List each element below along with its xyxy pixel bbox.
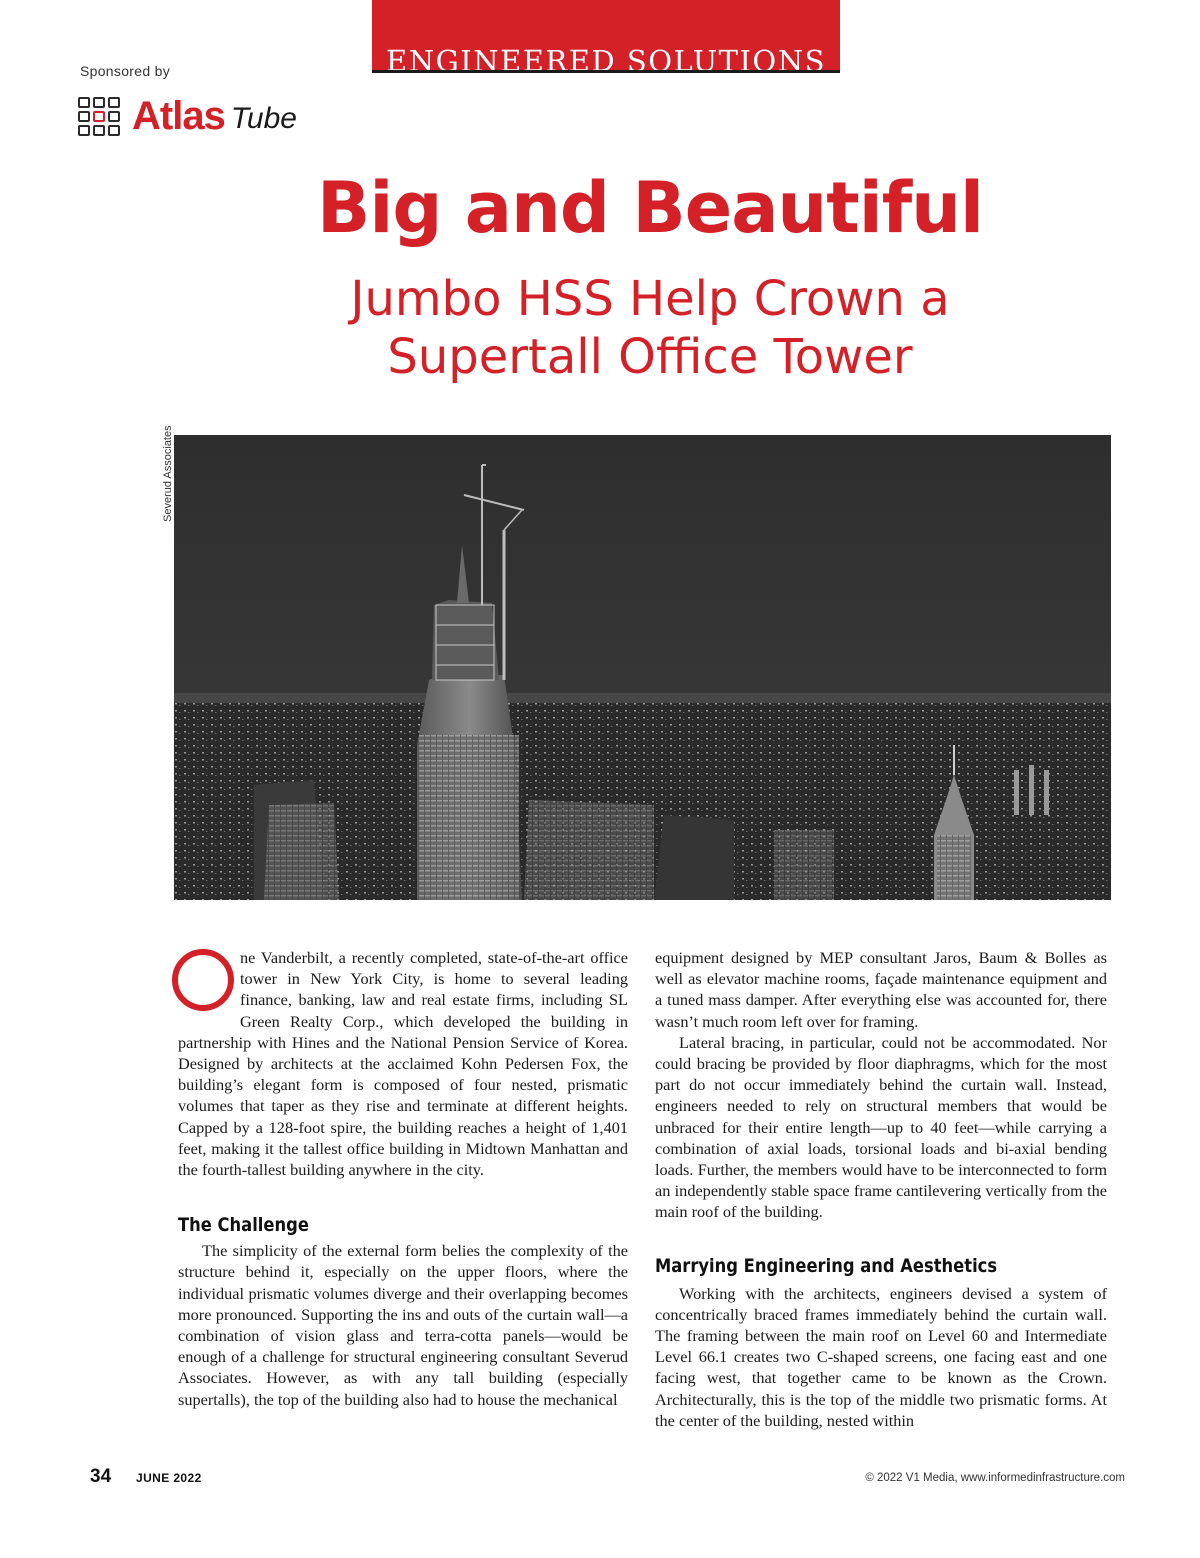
sponsor-logo-name-bold: Atlas bbox=[132, 94, 225, 138]
challenge-paragraph-1-continued: equipment designed by MEP consultant Jaros, Baum & Bolles as well as elevator machine rooms, façade maintenance equipment and a tuned mass damper. After everything else was accounted for, there wasn’t much room left over for framing. bbox=[655, 948, 1107, 1031]
sponsored-by-label: Sponsored by bbox=[80, 63, 170, 79]
sponsor-logo-name-light: Tube bbox=[230, 102, 297, 135]
challenge-paragraph-2: Lateral bracing, in particular, could not be accommodated. Nor could bracing be provided by floor diaphragms, which for the most part do not occur immediately behind the curtain wall. Instead, engineers needed to rely on structural members that would be unbraced for their entire length—up to 40 feet—while carrying a combination of axial loads, torsional loads and bi-axial bending loads. Further, the members would have to be interconnected to form an independently stable space frame cantilevering vertically from the main roof of the building. bbox=[655, 1032, 1107, 1222]
marrying-paragraph-1: Working with the architects, engineers devised a system of concentrically braced frames immediately behind the curtain wall. The framing between the main roof on Level 60 and Intermediate Level 66.1 creates two C-shaped screens, one facing east and one facing west, that together came to be known as the Crown. Architecturally, this is the top of the middle two prismatic forms. At the center of the building, nested within bbox=[655, 1283, 1107, 1430]
sponsor-logo[interactable] bbox=[78, 93, 297, 139]
subhead-line-1: Jumbo HSS Help Crown a bbox=[350, 271, 950, 327]
article-column-right bbox=[655, 947, 1107, 1431]
intro-text: ne Vanderbilt, a recently completed, state-of-the-art office tower in New York City, is home to several leading finance, banking, law and real estate firms, including SL Green Realty Corp., which developed the building in partnership with Hines and the National Pension Service of Korea. Designed by architects at the acclaimed Kohn Pedersen Fox, the building’s elegant form is composed of four nested, prismatic volumes that taper as they rise and terminate at different heights. Capped by a 128-foot spire, the building reaches a height of 1,401 feet, making it the tallest office building in Midtown Manhattan and the fourth-tallest building anywhere in the city. bbox=[178, 948, 628, 1180]
intro-paragraph bbox=[178, 947, 628, 1180]
article-column-left bbox=[178, 947, 628, 1410]
heading-marrying-engineering: Marrying Engineering and Aesthetics bbox=[655, 1254, 998, 1277]
grid-squares-icon bbox=[78, 97, 120, 136]
issue-date: JUNE 2022 bbox=[136, 1471, 202, 1485]
heading-the-challenge: The Challenge bbox=[178, 1214, 309, 1237]
challenge-paragraph-1: The simplicity of the external form belies the complexity of the structure behind it, especially on the upper floors, where the individual prismatic volumes diverge and their overlapping becomes more pronounced. Supporting the ins and outs of the curtain wall—a combination of vision glass and terra-cotta panels—would be enough of a challenge for structural engineering consultant Severud Associates. However, as with any tall building (especially supertalls), the top of the building also had to house the mechanical bbox=[178, 1241, 628, 1409]
photo-credit: Severud Associates bbox=[162, 425, 174, 522]
article-subhead bbox=[200, 270, 1100, 386]
section-label: ENGINEERED SOLUTIONS bbox=[386, 44, 826, 73]
copyright-notice: © 2022 V1 Media, www.informedinfrastructure.com bbox=[865, 1472, 1125, 1484]
dropcap-letter bbox=[172, 949, 234, 1011]
page-number: 34 bbox=[90, 1466, 112, 1487]
night-city-skyline-tower-photo bbox=[174, 435, 1111, 900]
subhead-line-2: Supertall Office Tower bbox=[387, 329, 913, 385]
section-banner bbox=[372, 0, 840, 73]
article-headline: Big and Beautiful bbox=[316, 167, 983, 249]
